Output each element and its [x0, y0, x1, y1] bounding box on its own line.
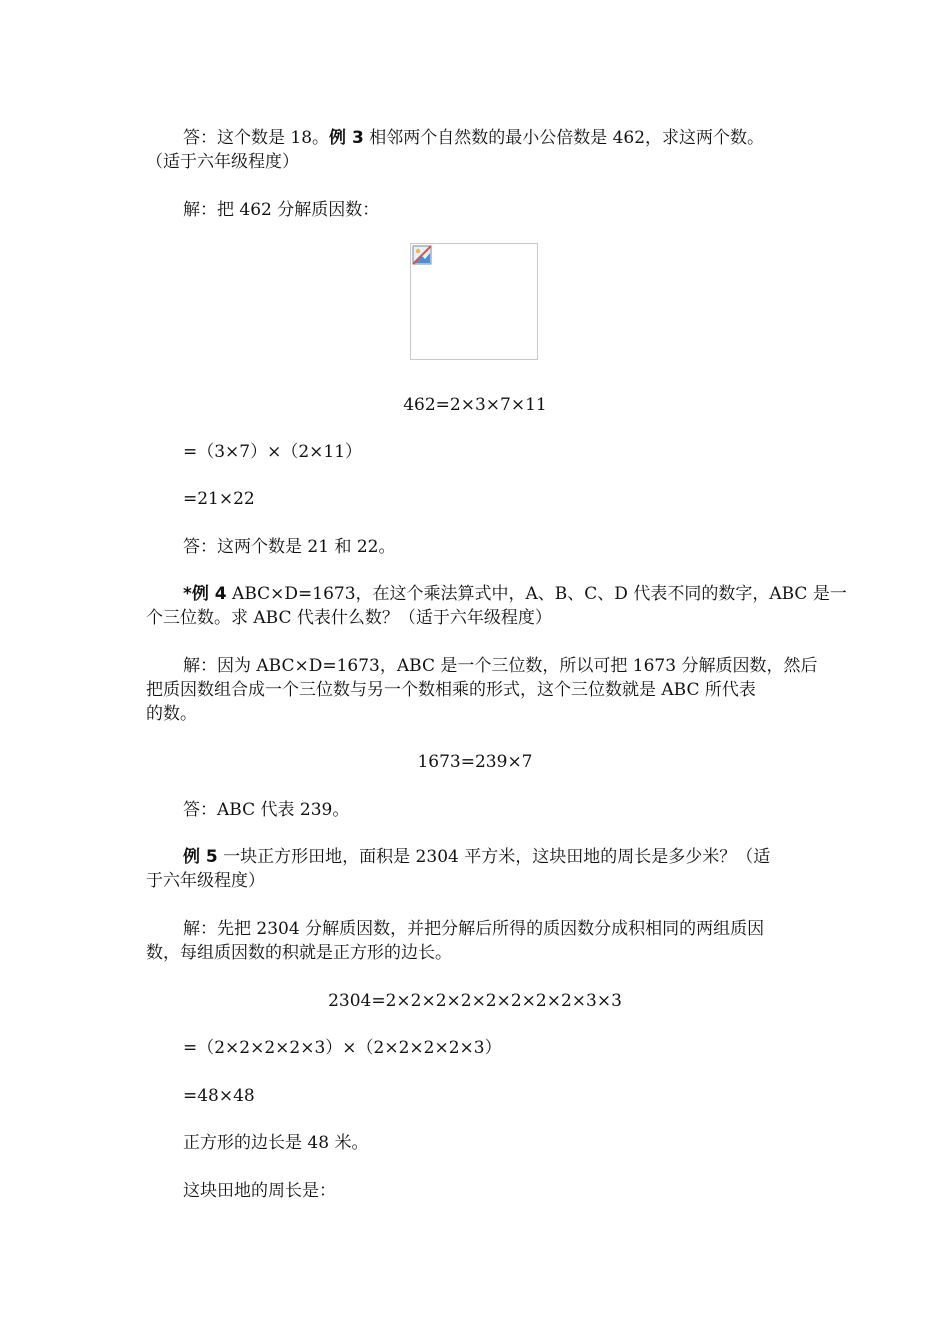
equation-2304-factor: 2304=2×2×2×2×2×2×2×2×3×3 — [328, 991, 622, 1011]
answer-example-3: 答：这两个数是 21 和 22。 — [183, 537, 396, 557]
solution-5-line-2: 数，每组质因数的积就是正方形的边长。 — [146, 943, 452, 963]
solution-4-line-2: 把质因数组合成一个三位数与另一个数相乘的形式，这个三位数就是 ABC 所代表 — [146, 680, 756, 700]
solution-4-line-3: 的数。 — [146, 704, 197, 724]
equation-2304-group: =（2×2×2×2×3）×（2×2×2×2×3） — [183, 1038, 502, 1058]
example-5-line-2: 于六年级程度） — [146, 871, 265, 891]
example-4-line-2: 个三位数。求 ABC 代表什么数？（适于六年级程度） — [146, 608, 552, 628]
equation-462-result: =21×22 — [183, 489, 255, 509]
solution-4-line-1: 解：因为 ABC×D=1673，ABC 是一个三位数，所以可把 1673 分解质因数，然后 — [183, 656, 818, 676]
equation-2304-result: =48×48 — [183, 1086, 255, 1106]
answer-text: 答：这个数是 18。 — [183, 128, 330, 148]
example-4-label: *例 4 — [183, 584, 227, 604]
example-5-text: 一块正方形田地，面积是 2304 平方米，这块田地的周长是多少米？（适 — [217, 847, 771, 867]
equation-1673: 1673=239×7 — [417, 752, 533, 772]
example-3-label: 例 3 — [329, 128, 364, 148]
broken-image-icon — [412, 245, 432, 265]
example-3-grade-line: （适于六年级程度） — [146, 152, 299, 172]
example-3-text: 相邻两个自然数的最小公倍数是 462，求这两个数。 — [363, 128, 765, 148]
solution-5-line-1: 解：先把 2304 分解质因数，并把分解后所得的质因数分成积相同的两组质因 — [183, 919, 765, 939]
equation-462-group: =（3×7）×（2×11） — [183, 442, 363, 462]
square-side-text: 正方形的边长是 48 米。 — [183, 1133, 369, 1153]
image-placeholder — [410, 243, 538, 360]
answer-example-4: 答：ABC 代表 239。 — [183, 800, 350, 820]
paragraph-answer-ex2-and-ex3 — [0, 126, 950, 150]
solution-3-intro: 解：把 462 分解质因数： — [183, 200, 380, 220]
example-5-line-1 — [0, 845, 950, 869]
example-5-label: 例 5 — [183, 847, 218, 867]
example-4-text: ABC×D=1673，在这个乘法算式中，A、B、C、D 代表不同的数字，ABC 是一 — [226, 584, 847, 604]
equation-462-factor: 462=2×3×7×11 — [403, 395, 547, 415]
perimeter-text: 这块田地的周长是： — [183, 1181, 336, 1201]
example-4-line-1 — [0, 582, 950, 606]
